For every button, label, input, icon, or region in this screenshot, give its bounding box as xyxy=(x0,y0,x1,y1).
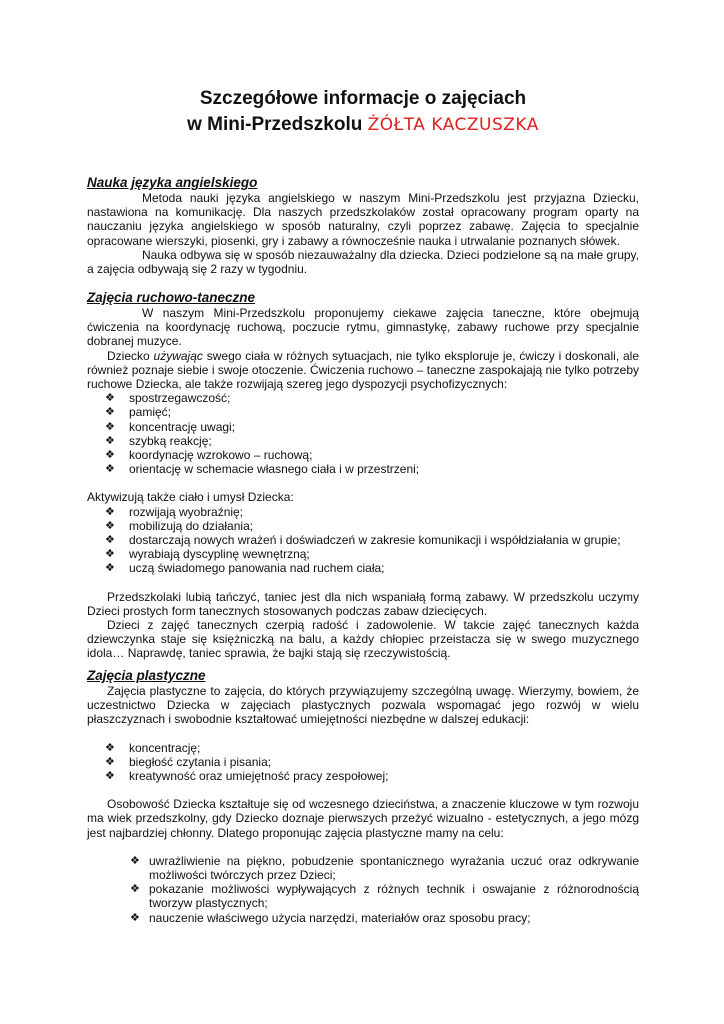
list-item-text: mobilizują do działania; xyxy=(129,518,254,533)
list-item xyxy=(87,462,639,476)
art-paragraph-1: Zajęcia plastyczne to zajęcia, do których przywiązujemy szczególną uwagę. Wierzymy, bowiem, że uczestnictwo Dziecka w zajęciach plastycznych pozwala wspomagać jego rozwój w wielu płaszczyznach i swobodnie kształtować umiejętności niezbędne w dalszej edukacji: xyxy=(87,684,639,727)
list-item xyxy=(87,561,639,575)
bullet-icon: ❖ xyxy=(105,505,115,518)
english-paragraph-1: Metoda nauki języka angielskiego w naszym Mini-Przedszkolu jest przyjazna Dziecku, nastawiona na komunikację. Dla naszych przedszkolaków został opracowany program oparty na nauczaniu języka angielskiego w sposób naturalny, czyli poprzez zabawę. Zajęcia to specjalnie opracowane wierszyki, piosenki, gry i zabawy a równocześnie nauka i utrwalanie poznanych słówek. xyxy=(87,191,639,248)
section-english xyxy=(87,175,639,276)
dance-paragraph-1: W naszym Mini-Przedszkolu proponujemy ciekawe zajęcia taneczne, które obejmują ćwiczenia na koordynację ruchową, poczucie rytmu, gimnastykę, zabawy ruchowe przy specjalnie dobranej muzyce. xyxy=(87,306,639,349)
list-item-text: orientację w schemacie własnego ciała i w przestrzeni; xyxy=(129,462,420,477)
list-item-text: kreatywność oraz umiejętność pracy zespołowej; xyxy=(129,769,389,784)
list-item xyxy=(87,448,639,462)
list-item xyxy=(87,519,639,533)
list-item-text: uczą świadomego panowania nad ruchem ciała; xyxy=(129,561,385,576)
document-title xyxy=(87,86,639,138)
list-item xyxy=(87,391,639,405)
bullet-icon: ❖ xyxy=(105,741,115,754)
list-item xyxy=(87,405,639,419)
heading-art: Zajęcia plastyczne xyxy=(87,668,206,683)
list-item-text: spostrzegawczość; xyxy=(129,391,231,406)
art-goals-list xyxy=(87,854,639,925)
heading-dance: Zajęcia ruchowo-taneczne xyxy=(87,290,256,305)
list-item-text: biegłość czytania i pisania; xyxy=(129,754,272,769)
section-dance xyxy=(87,290,639,661)
list-item-text: pamięć; xyxy=(129,405,172,420)
bullet-icon: ❖ xyxy=(105,392,115,405)
title-line-1: Szczegółowe informacje o zajęciach xyxy=(199,88,527,109)
emphasis-text: używając xyxy=(153,348,203,363)
section-art xyxy=(87,668,639,925)
art-paragraph-2: Osobowość Dziecka kształtuje się od wczesnego dzieciństwa, a znaczenie kluczowe w tym rozwoju ma wiek przedszkolny, gdy Dziecko doznaje pierwszych przeżyć wizualno - estetycznych, a jego mózg jest najbardziej chłonny. Dlatego proponując zajęcia plastyczne mamy na celu: xyxy=(87,797,639,840)
bullet-icon: ❖ xyxy=(105,548,115,561)
list-item xyxy=(87,882,639,910)
title-prefix: w Mini-Przedszkolu xyxy=(187,114,363,135)
list-item xyxy=(87,854,639,882)
list-item-text: dostarczają nowych wrażeń i doświadczeń w zakresie komunikacji i współdziałania w grupie; xyxy=(129,533,621,548)
dance-paragraph-2: Dziecko używając swego ciała w różnych sytuacjach, nie tylko eksploruje je, ćwiczy i doskonali, ale również poznaje siebie i swoje otoczenie. Ćwiczenia ruchowo – taneczne zaspokajają nie tylko potrzeby ruchowe Dziecka, ale także rozwijają szereg jego dyspozycji psychofizycznych: xyxy=(87,348,640,392)
list-item xyxy=(87,769,639,783)
bullet-icon: ❖ xyxy=(130,854,140,867)
bullet-icon: ❖ xyxy=(105,519,115,532)
list-item-text: koncentrację uwagi; xyxy=(129,419,236,434)
dance-intro-2: Aktywizują także ciało i umysł Dziecka: xyxy=(87,490,294,505)
title-line-2 xyxy=(87,112,639,138)
list-item xyxy=(87,911,639,925)
dance-paragraph-3: Przedszkolaki lubią tańczyć, taniec jest dla nich wspaniałą formą zabawy. W przedszkolu uczymy Dzieci prostych form tanecznych stosowanych podczas zabaw dziecięcych. xyxy=(87,589,639,618)
bullet-icon: ❖ xyxy=(105,420,115,433)
list-item-text: wyrabiają dyscyplinę wewnętrzną; xyxy=(129,547,310,562)
list-item xyxy=(87,434,639,448)
brand-name: ŻÓŁTA KACZUSZKA xyxy=(367,115,539,135)
art-benefits-list xyxy=(87,741,639,784)
dance-paragraph-4: Dzieci z zajęć tanecznych czerpią radość i zadowolenie. W takcie zajęć tanecznych każda dziewczynka staje się księżniczką na balu, a każdy chłopiec przeistacza się w swego muzycznego idola… Naprawdę, taniec sprawia, że bajki stają się rzeczywistością. xyxy=(87,618,639,661)
bullet-icon: ❖ xyxy=(105,770,115,783)
bullet-icon: ❖ xyxy=(105,463,115,476)
list-item xyxy=(87,505,639,519)
list-item-text: pokazanie możliwości wypływających z różnych technik i oswajanie z różnorodnością tworzyw plastycznych; xyxy=(149,882,639,911)
bullet-icon: ❖ xyxy=(105,534,115,547)
dance-activation-list xyxy=(87,505,639,576)
list-item xyxy=(87,420,639,434)
list-item xyxy=(87,755,639,769)
bullet-icon: ❖ xyxy=(105,755,115,768)
english-paragraph-2: Nauka odbywa się w sposób niezauważalny dla dziecka. Dzieci podzielone są na małe grupy, a zajęcia odbywają się 2 razy w tygodniu. xyxy=(87,247,639,277)
list-item xyxy=(87,741,639,755)
bullet-icon: ❖ xyxy=(105,434,115,447)
list-item xyxy=(87,533,639,547)
bullet-icon: ❖ xyxy=(130,883,140,896)
list-item-text: koncentrację; xyxy=(129,740,201,755)
list-item-text: uwrażliwienie na piękno, pobudzenie spontanicznego wyrażania uczuć oraz odkrywanie możliwości twórczych przez Dzieci; xyxy=(149,853,639,883)
list-item-text: szybką reakcję; xyxy=(129,433,212,448)
dance-skills-list xyxy=(87,391,639,476)
list-item xyxy=(87,547,639,561)
heading-english: Nauka języka angielskiego xyxy=(87,175,258,190)
bullet-icon: ❖ xyxy=(105,562,115,575)
bullet-icon: ❖ xyxy=(105,406,115,419)
bullet-icon: ❖ xyxy=(105,449,115,462)
list-item-text: nauczenie właściwego użycia narzędzi, materiałów oraz sposobu pracy; xyxy=(149,910,531,925)
list-item-text: rozwijają wyobraźnię; xyxy=(129,504,244,519)
list-item-text: koordynację wzrokowo – ruchową; xyxy=(129,448,313,463)
bullet-icon: ❖ xyxy=(130,911,140,924)
